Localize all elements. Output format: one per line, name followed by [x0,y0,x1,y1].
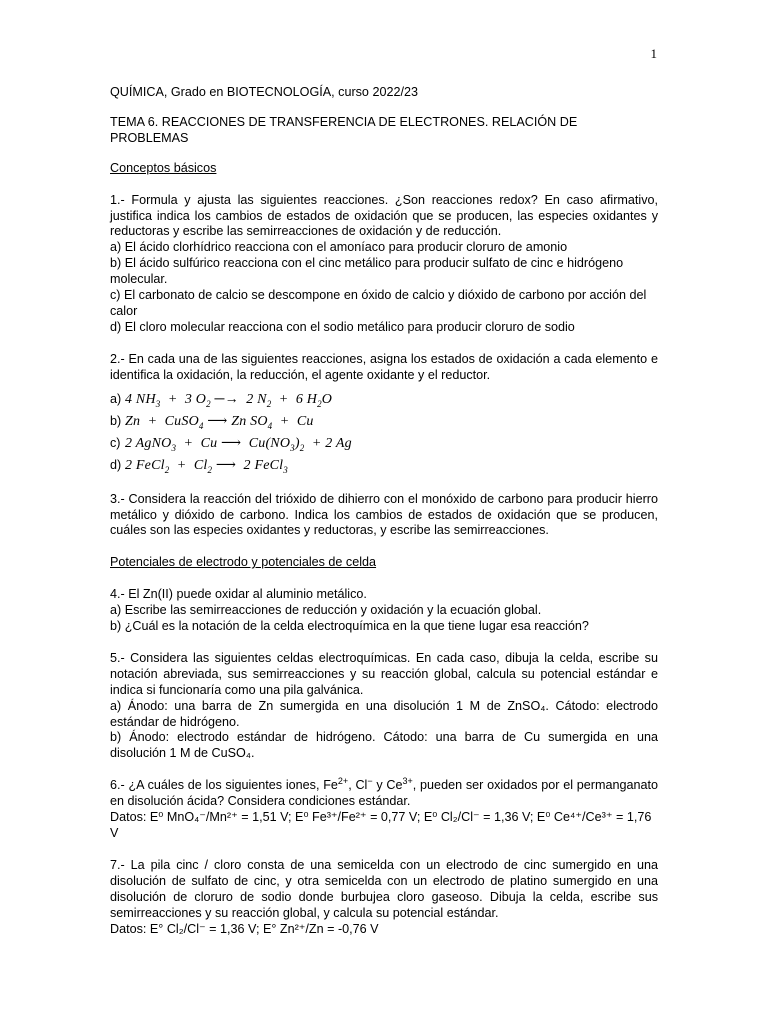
reaction-d-label: d) [110,457,122,472]
section-title-conceptos: Conceptos básicos [110,160,217,175]
problem-6-question: 6.- ¿A cuáles de los siguientes iones, $Fe^{2+}$, Cl− y $Ce^{3+}$, pueden ser oxidados por el permanganato en disolución ácida? Considera condiciones estándar. [110,776,658,809]
problem-4-intro: 4.- El Zn(II) puede oxidar al aluminio metálico. [110,587,367,602]
problem-3-text: 3.- Considera la reacción del trióxido de dihierro con el monóxido de carbono para producir hierro metálico y dióxido de carbono. Indica los cambios de estados de oxidación que se producen, cuáles son las especies oxidantes y reductoras, y escribe las semirreacciones. [110,491,658,538]
problem-1-intro: 1.- Formula y ajusta las siguientes reacciones. ¿Son reacciones redox? En caso afirmativo, justifica indica los cambios de estados de oxidación que se producen, las especies oxidantes y reductoras y escribe las semirreacciones de oxidación y de reducción. [110,192,658,239]
reaction-b [110,410,658,432]
problem-4-a: a) Escribe las semirreacciones de reducción y oxidación y la ecuación global. [110,603,542,618]
page-number: 1 [650,46,657,61]
reaction-c [110,432,658,454]
reaction-c-label: c) [110,435,121,450]
reaction-a-label: a) [110,391,122,406]
reaction-b-equation: Zn + CuSO$_4$ ⟶ Zn $SO_4 + Cu$ [125,413,314,431]
problem-1-c: c) El carbonato de calcio se descompone en óxido de calcio y dióxido de carbono por acción del calor [110,288,647,318]
problem-5-a: a) Ánodo: una barra de Zn sumergida en una disolución 1 M de ZnSO₄. Cátodo: electrodo estándar de hidrógeno. [110,698,658,729]
problem-6-q4: , pueden ser oxidados por el permanganato en disolución ácida? Considera condiciones estándar. [110,778,658,809]
document-body [110,85,658,937]
problem-1-b: b) El ácido sulfúrico reacciona con el cinc metálico para producir sulfato de cinc e hidrógeno molecular. [110,256,624,287]
problem-6-datos: Datos: E⁰ MnO₄⁻/Mn²⁺ = 1,51 V; E⁰ Fe³⁺/Fe²⁺ = 0,77 V; E⁰ Cl₂/Cl⁻ = 1,36 V; E⁰ Ce⁴⁺/Ce³⁺ = 1,76 V [110,810,652,840]
reaction-b-label: b) [110,413,122,428]
course-header: QUÍMICA, Grado en BIOTECNOLOGÍA, curso 2022/23 [110,85,418,99]
problem-7-datos: Datos: E° Cl₂/Cl⁻ = 1,36 V; E° Zn²⁺/Zn = -0,76 V [110,921,379,936]
reaction-a [110,388,658,410]
problem-6-q2: , Cl [348,778,368,793]
reaction-c-equation: 2 AgNO$_3$ + Cu ⟶ $Cu(NO_3)_2 + 2$ Ag [125,435,352,453]
problem-2-intro: 2.- En cada una de las siguientes reacciones, asigna los estados de oxidación a cada elemento e identifica la oxidación, la reducción, el agente oxidante y el reductor. [110,351,658,382]
reaction-d [110,454,658,476]
problem-5-b: b) Ánodo: electrodo estándar de hidrógeno. Cátodo: una barra de Cu sumergida en una disolución 1 M de CuSO₄. [110,730,658,761]
problem-4-b: b) ¿Cuál es la notación de la celda electroquímica en la que tiene lugar esa reacción? [110,619,589,634]
problem-6-q3: y Ce [372,778,403,793]
topic-header: TEMA 6. REACCIONES DE TRANSFERENCIA DE ELECTRONES. RELACIÓN DE PROBLEMAS [110,114,578,145]
problem-1-d: d) El cloro molecular reacciona con el sodio metálico para producir cloruro de sodio [110,319,575,334]
reaction-d-equation: 2 FeCl$_2$ + $Cl_2$ ⟶ 2 FeCl$_3$ [125,457,288,475]
reaction-a-equation: 4 $NH_3 + 3$ $O_2$ ─→ 2 $N_2 + 6$ $H_2O$ [125,391,333,409]
problem-6-q1: 6.- ¿A cuáles de los siguientes iones, Fe [110,778,338,793]
problem-7-text: 7.- La pila cinc / cloro consta de una semicelda con un electrodo de cinc sumergido en una disolución de sulfato de cinc, y otra semicelda con un electrodo de platino sumergido en una disolución de cloruro de sodio donde burbujea cloro gaseoso. Dibuja la celda, escribe sus semirreacciones y su reacción global, y calcula su potencial estándar. [110,857,658,920]
problem-5-intro: 5.- Considera las siguientes celdas electroquímicas. En cada caso, dibuja la celda, escribe su notación abreviada, sus semirreacciones y su reacción global, calcula su potencial estándar e indica si funcionaría como una pila galvánica. [110,650,658,697]
section-title-potenciales: Potenciales de electrodo y potenciales de celda [110,555,377,570]
problem-1-a: a) El ácido clorhídrico reacciona con el amoníaco para producir cloruro de amonio [110,240,568,255]
